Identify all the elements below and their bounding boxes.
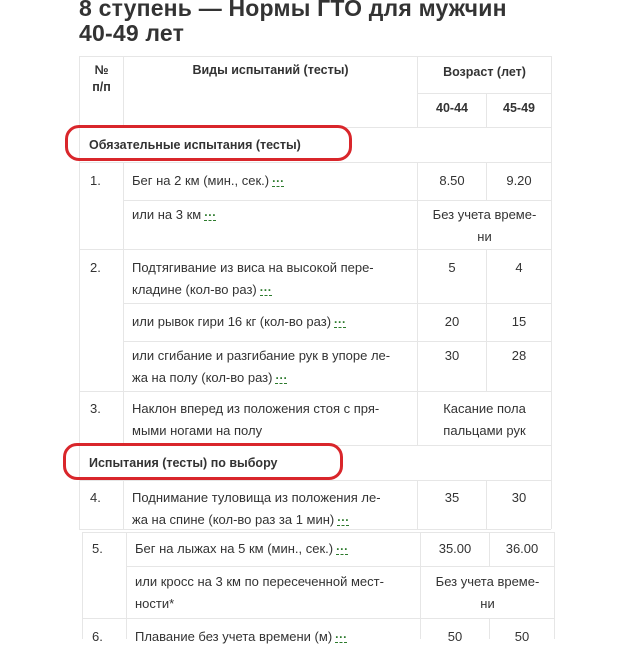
row-5a-value-40-44: 35.00 bbox=[438, 541, 472, 556]
row-2a-value-40-44: 5 bbox=[448, 260, 456, 275]
more-link[interactable]: ··· bbox=[272, 174, 285, 188]
row-4-text: Поднимание туловища из положения ле- жа на спине (кол-во раз за 1 мин) ··· bbox=[132, 490, 381, 527]
row-5-num: 5. bbox=[92, 541, 103, 556]
row-1a-value-40-44: 8.50 bbox=[439, 173, 465, 188]
row-5a-text: Бег на лыжах на 5 км (мин., сек.) ··· bbox=[135, 541, 349, 556]
header-num: № п/п bbox=[92, 63, 111, 94]
row-2b-value-40-44: 20 bbox=[444, 314, 460, 329]
section-mandatory: Обязательные испытания (тесты) bbox=[89, 138, 301, 152]
header-age-45-49: 45-49 bbox=[503, 101, 535, 115]
header-age: Возраст (лет) bbox=[443, 65, 526, 79]
row-1a-text: Бег на 2 км (мин., сек.) ··· bbox=[132, 173, 285, 188]
row-6-text: Плавание без учета времени (м) ··· bbox=[135, 629, 348, 644]
highlight-oval-optional bbox=[63, 443, 343, 480]
more-link[interactable]: ··· bbox=[337, 513, 350, 527]
row-2c-text: или сгибание и разгибание рук в упоре ле- жа на полу (кол-во раз) ··· bbox=[132, 348, 391, 385]
row-6-value-45-49: 50 bbox=[514, 629, 530, 644]
row-2-num: 2. bbox=[90, 260, 101, 275]
more-link[interactable]: ··· bbox=[336, 542, 349, 556]
row-5b-text: или кросс на 3 км по пересеченной мест- ности* bbox=[135, 574, 384, 611]
row-1a-value-45-49: 9.20 bbox=[506, 173, 532, 188]
row-3-text: Наклон вперед из положения стоя с пря- мыми ногами на полу bbox=[132, 401, 380, 438]
header-age-40-44: 40-44 bbox=[436, 101, 468, 115]
page-title: 8 ступень — Нормы ГТО для мужчин 40-49 лет bbox=[79, 0, 507, 46]
section-optional: Испытания (тесты) по выбору bbox=[89, 456, 278, 470]
row-1b-value: Без учета време- ни bbox=[432, 207, 537, 244]
row-2a-value-45-49: 4 bbox=[515, 260, 523, 275]
row-4-value-40-44: 35 bbox=[444, 490, 460, 505]
more-link[interactable]: ··· bbox=[335, 630, 348, 644]
row-2c-value-40-44: 30 bbox=[444, 348, 460, 363]
row-5a-value-45-49: 36.00 bbox=[505, 541, 539, 556]
header-tests: Виды испытаний (тесты) bbox=[192, 63, 349, 77]
highlight-oval-mandatory bbox=[65, 125, 352, 161]
more-link[interactable]: ··· bbox=[275, 371, 288, 385]
row-2a-text: Подтягивание из виса на высокой пере- кладине (кол-во раз) ··· bbox=[132, 260, 374, 297]
row-1-num: 1. bbox=[90, 173, 101, 188]
row-4-num: 4. bbox=[90, 490, 101, 505]
row-3-value: Касание пола пальцами рук bbox=[443, 401, 526, 438]
row-5b-value: Без учета време- ни bbox=[435, 574, 540, 611]
row-6-num: 6. bbox=[92, 629, 103, 644]
row-3-num: 3. bbox=[90, 401, 101, 416]
more-link[interactable]: ··· bbox=[334, 315, 347, 329]
row-2c-value-45-49: 28 bbox=[511, 348, 527, 363]
row-2b-value-45-49: 15 bbox=[511, 314, 527, 329]
row-4-value-45-49: 30 bbox=[511, 490, 527, 505]
row-1b-text: или на 3 км ··· bbox=[132, 207, 217, 222]
row-6-value-40-44: 50 bbox=[447, 629, 463, 644]
more-link[interactable]: ··· bbox=[259, 283, 272, 297]
row-2b-text: или рывок гири 16 кг (кол-во раз) ··· bbox=[132, 314, 347, 329]
more-link[interactable]: ··· bbox=[204, 208, 217, 222]
